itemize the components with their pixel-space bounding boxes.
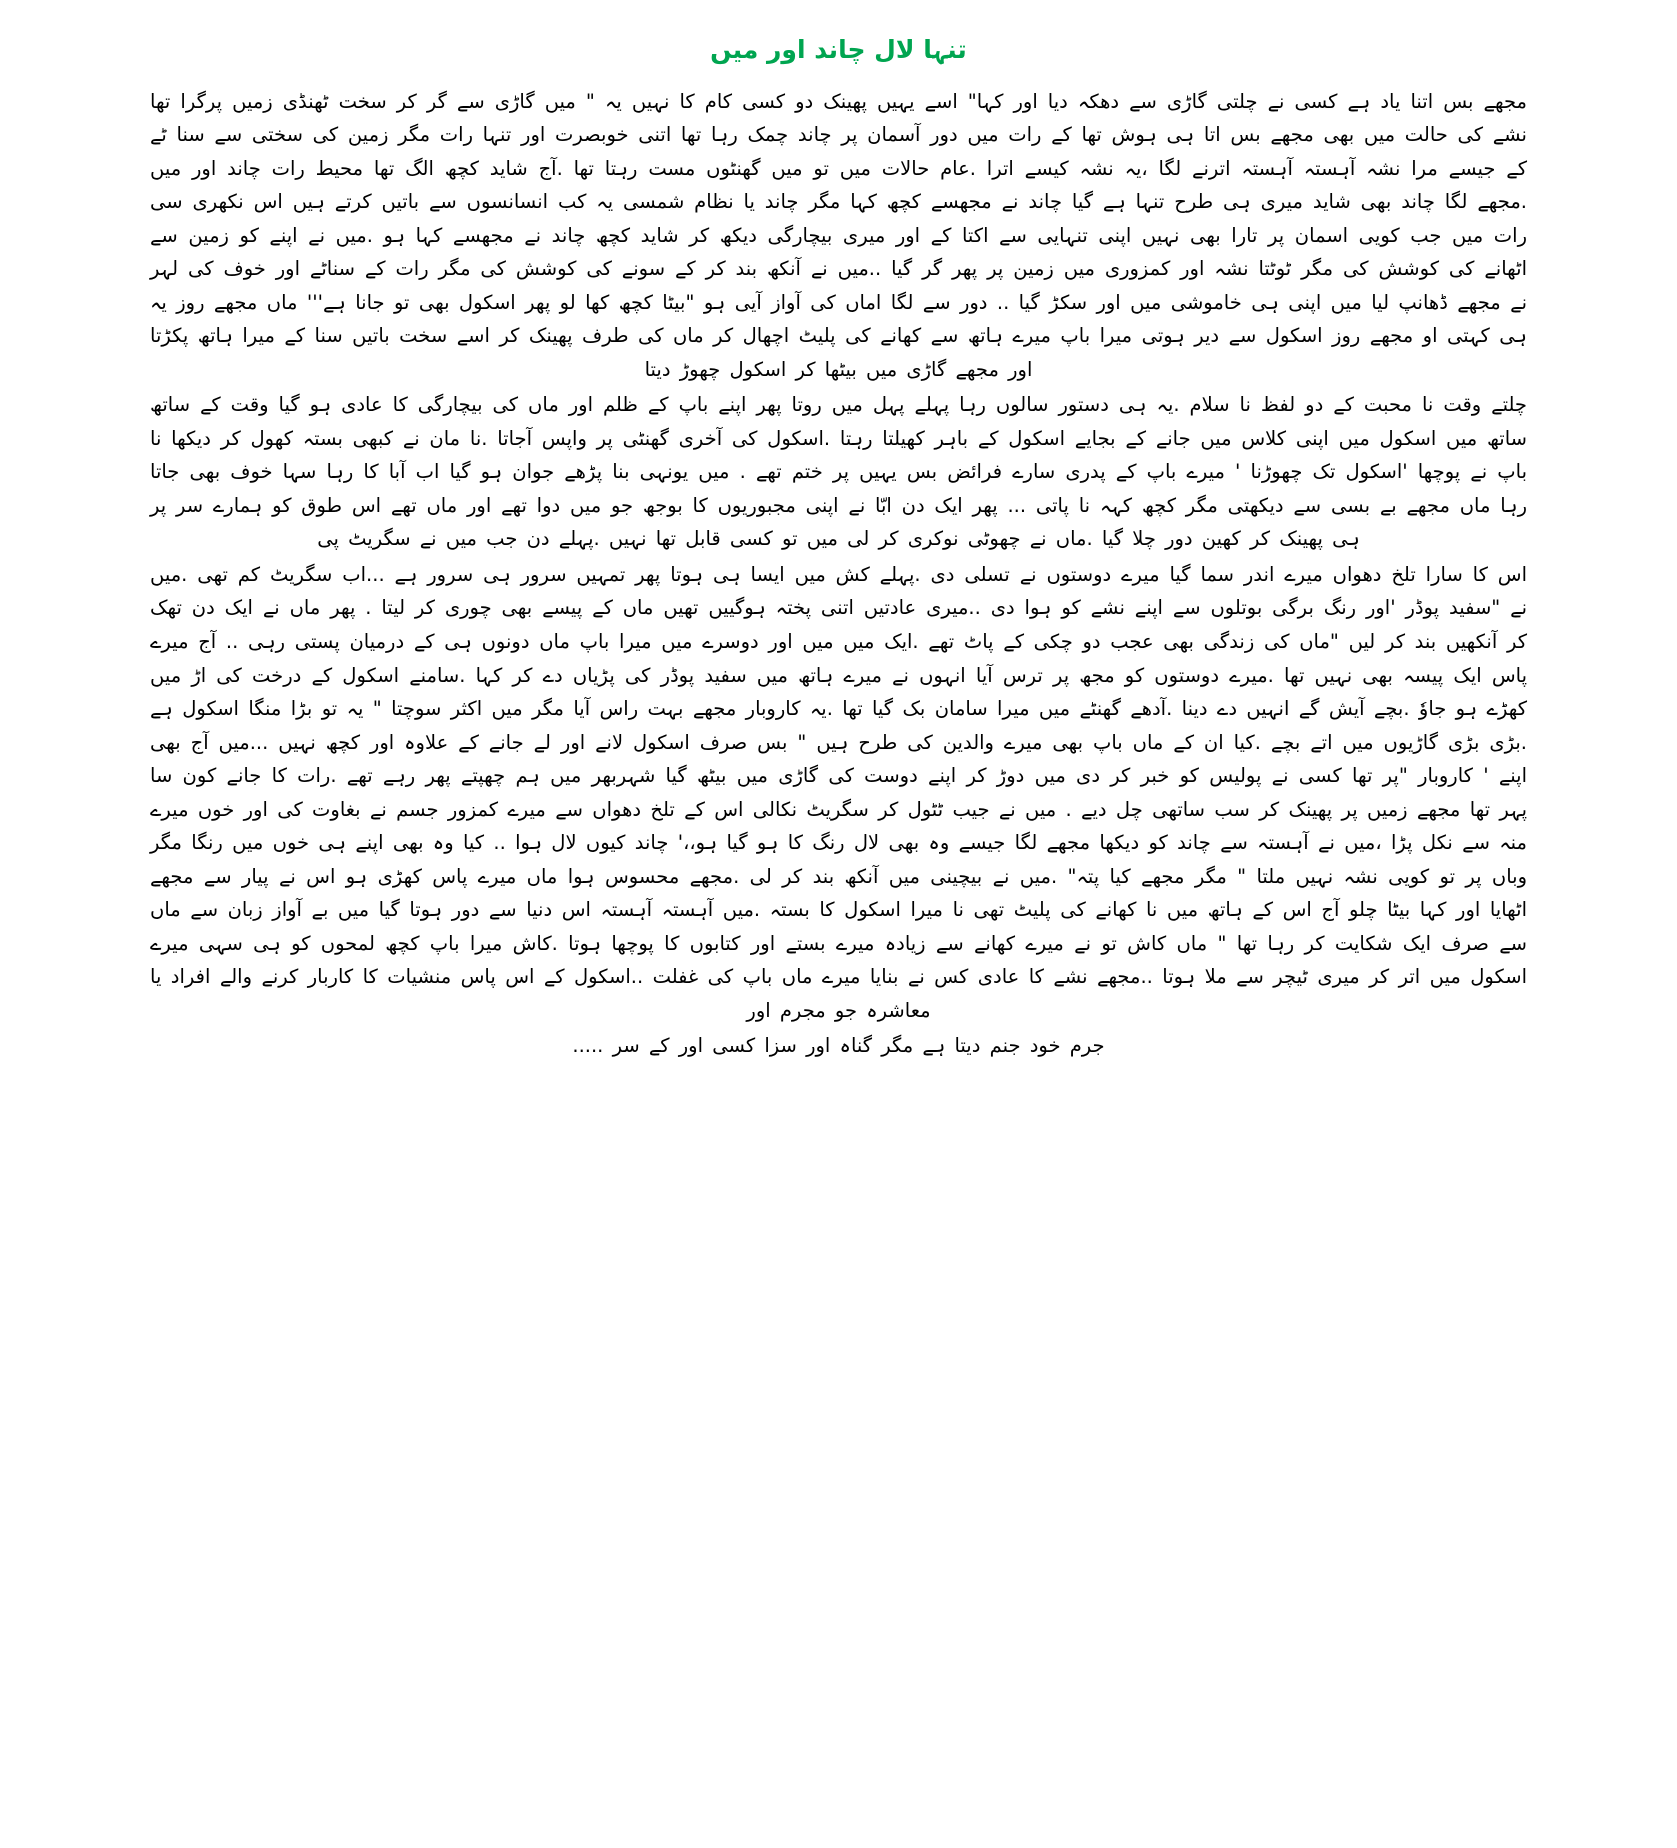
paragraph: چلتے وقت نا محبت کے دو لفظ نا سلام .یہ ہی دستور سالوں رہا پہلے پہل میں روتا پھر اپنے باپ کے ظلم اور ماں کی بیچارگی کا عادی ہو گیا وقت کے ساتھ ساتھ میں اسکول میں اپنی کلاس میں جانے کے بجایے اسکول کے باہر کھیلتا رہتا .اسکول کی آخری گھنٹی پر واپس آجاتا .نا مان نے کبھی بستہ کھول کر دیکھا نا باپ نے پوچھا 'اسکول تک چھوڑنا ' میرے باپ کے پدری سارے فرائض بس یہیں پر ختم تھے . میں یونہی بنا پڑھے جوان ہو گیا اب آبا کا رہا سہا خوف بھی جاتا رہا ماں مجھے بے بسی سے دیکھتی مگر کچھ کہہ نا پاتی ... پھر ایک دن ابّا نے اپنی مجبوریوں کا بوجھ جو میں دوا تھے اور ماں تھے اس طوق کو ہمارے سر پر ہی پھینک کر کھین دور چلا گیا .ماں نے چھوٹی نوکری کر لی میں تو کسی قابل تھا نہیں .پہلے دن جب میں نے سگریٹ پی: [150, 393, 1527, 551]
page-title: تنہا لال چاند اور میں: [710, 35, 967, 64]
paragraph: جرم خود جنم دیتا ہے مگر گناہ اور سزا کسی اور کے سر .....: [572, 1034, 1105, 1058]
document-body: [150, 85, 1527, 1063]
paragraph: اس کا سارا تلخ دھواں میرے اندر سما گیا میرے دوستوں نے تسلی دی .پہلے کش میں ایسا ہی ہوتا پھر تمہیں سرور ہی سرور ہے ...اب سگریٹ کم تھی .میں نے "سفید پوڈر 'اور رنگ برگی بوتلوں سے اپنے نشے کو ہوا دی ..میری عادتیں اتنی پختہ ہوگییں تھیں ماں کے پیسے بھی چوری کر لیتا . پھر ماں نے ایک دن تھک کر آنکھیں بند کر لیں "ماں کی زندگی بھی عجب دو چکی کے پاٹ تھے .ایک میں میں اور دوسرے میں میرا باپ ماں دونوں ہی کے درمیان پستی رہی .. آج میرے پاس ایک پیسہ بھی نہیں تھا .میرے دوستوں کو مجھ پر ترس آیا انہوں نے میرے ہاتھ میں سفید پوڈر کی پڑیاں دے کر کہا .سامنے اسکول کے درخت کی اڑ میں کھڑے ہو جاوٗ .بچے آیش گے انہیں دے دینا .آدھے گھنٹے میں میرا سامان بک گیا تھا .یہ کاروبار مجھے بہت راس آیا مگر میں اکثر سوچتا " یہ تو بڑا منگا اسکول ہے .بڑی بڑی گاڑیوں میں اتے بچے .کیا ان کے ماں باپ بھی میرے والدین کی طرح ہیں " بس صرف اسکول لانے اور لے جانے کے علاوہ اور کچھ نہیں ...میں آج بھی اپنے ' کاروبار "پر تھا کسی نے پولیس کو خبر کر دی میں دوڑ کر اپنے دوست کی گاڑی میں بیٹھ گیا شہربھر میں ہم چھپتے پھر رہے تھے .رات کا جانے کون سا پہر تھا مجھے زمیں پر پھینک کر سب ساتھی چل دیے . میں نے جیب ٹٹول کر سگریٹ نکالی اس کے تلخ دھواں سے میرے کمزور جسم نے بغاوت کی اور خوں میرے منہ سے نکل پڑا ،میں نے آہستہ سے چاند کو دیکھا مجھے لگا جیسے وہ بھی لال رنگ کا ہو گیا ہو،،' چاند کیوں لال ہوا .. کیا وہ بھی اپنے ہی خوں میں رنگا مگر وباں پر تو کویی نشہ نہیں ملتا " مگر مجھے کیا پتہ" .میں نے بیچینی میں آنکھ بند کر لی .مجھے محسوس ہوا ماں میرے پاس کھڑی ہو اس نے پیار سے مجھے اٹھایا اور کہا بیٹا چلو آج اس کے ہاتھ میں نا کھانے کی پلیٹ تھی نا میرا اسکول کا بستہ .میں آہستہ آہستہ اس دنیا سے دور ہوتا گیا میں بے آواز زبان سے ماں سے صرف ایک شکایت کر رہا تھا " ماں کاش تو نے میرے کھانے سے زیادہ میرے بستے اور کتابوں کا پوچھا ہوتا .کاش میرا باپ کچھ لمحوں کو ہی سہی میرے اسکول میں اتر کر میری ٹیچر سے ملا ہوتا ..مجھے نشے کا عادی کس نے بنایا میرے ماں باپ کی غفلت ..اسکول کے اس پاس منشیات کا کاربار کرنے والے افراد یا معاشرہ جو مجرم اور: [150, 562, 1527, 1022]
paragraph: مجھے بس اتنا یاد ہے کسی نے چلتی گاڑی سے دھکہ دیا اور کہا" اسے یہیں پھینک دو کسی کام کا نہیں یہ " میں گاڑی سے گر کر سخت ٹھنڈی زمیں پرگرا تھا نشے کی حالت میں بھی مجھے بس اتا ہی ہوش تھا کے رات میں دور آسمان پر چاند چمک رہا تھا اتنی خوبصرت اور تنہا رات مگر زمین کی سختی سے سنا ٹے کے جیسے مرا نشہ آہستہ آہستہ اترنے لگا ،یہ نشہ کیسے اترا .عام حالات میں تو میں گھنٹوں مست رہتا تھا .آج شاید کچھ الگ تھا محیط رات چاند اور میں .مجھے لگا چاند بھی شاید میری ہی طرح تنہا ہے گیا چاند نے مجھسے کچھ کہا مگر چاند یا نظام شمسی یہ کب انسانسوں سے باتیں کرتے ہیں اس نکھری سی رات میں جب کویی اسمان پر تارا بھی نہیں اپنی تنہایی سے اکتا کے اور میری بیچارگی دیکھ کر شاید کچھ چاند نے مجھسے کہا ہو .میں نے اپنے کو زمین سے اٹھانے کی کوشش کی مگر ٹوٹتا نشہ اور کمزوری میں زمین پر پھر گر گیا ..میں نے آنکھ بند کر کے سونے کی کوشش کی مگر رات کے سناٹے اور خوف کی لہر نے مجھے ڈھانپ لیا میں اپنی ہی خاموشی میں اور سکڑ گیا .. دور سے لگا اماں کی آواز آیی ہو "بیٹا کچھ کھا لو پھر اسکول بھی تو جانا ہے''' ماں مجھے روز یہ ہی کہتی او مجھے روز اسکول سے دیر ہوتی میرا باپ میرے ہاتھ سے کھانے کی پلیٹ اچھال کر ماں کی طرف پھینک کر اسے سخت باتیں سنا کے میرا ہاتھ پکڑتا اور مجھے گاڑی میں بیٹھا کر اسکول چھوڑ دیتا: [150, 89, 1527, 381]
